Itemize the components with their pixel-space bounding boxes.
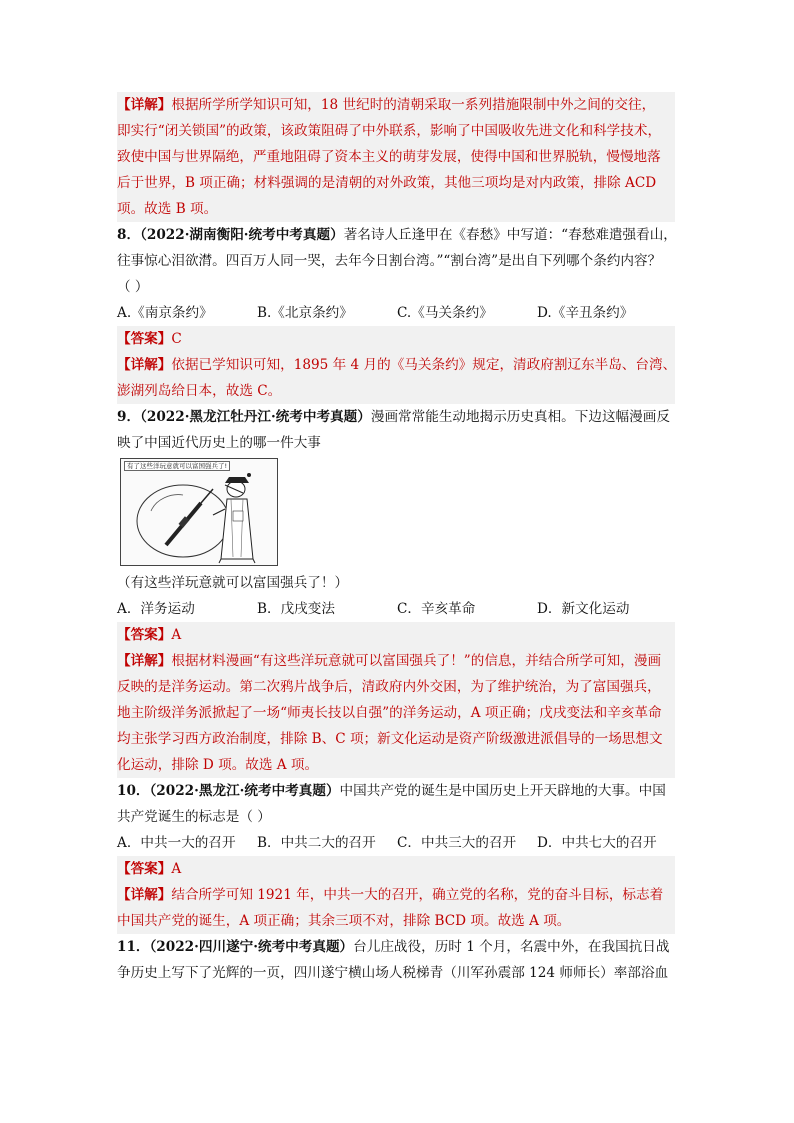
cartoon-image (120, 458, 278, 566)
option-b: B.《北京条约》 (257, 305, 353, 321)
q8-stem-line-2: 往事惊心泪欲潸。四百万人同一哭，去年今日割台湾。”“割台湾”是出自下列哪个条约内容？ (117, 253, 662, 269)
q10-stem-line-1: 10．（2022·黑龙江·统考中考真题）中国共产党的诞生是中国历史上开天辟地的大事。中国 (117, 783, 666, 799)
question-source: （2022·黑龙江·统考中考真题） (149, 783, 340, 799)
q9-detail-line-2: 反映的是洋务运动。第二次鸦片战争后，清政府内外交困，为了维护统治，为了富国强兵， (117, 679, 661, 695)
option-a: A．洋务运动 (117, 601, 195, 617)
option-b: B．中共二大的召开 (257, 835, 376, 851)
q7-detail-line-2: 即实行“闭关锁国”的政策，该政策阻碍了中外联系，影响了中国吸收先进文化和科学技术， (117, 123, 662, 139)
option-c: C．辛亥革命 (397, 601, 476, 617)
option-a: A.《南京条约》 (117, 305, 213, 321)
q10-answer: 【答案】A (117, 861, 182, 877)
q9-answer-block (117, 622, 675, 778)
q9-detail-line-5: 化运动，排除 D 项。故选 A 项。 (117, 757, 319, 773)
q8-detail-line-1: 【详解】依据已学知识可知，1895 年 4 月的《马关条约》规定，清政府割辽东半岛、台湾、 (117, 357, 677, 373)
q11-stem-line-2: 争历史上写下了光辉的一页，四川遂宁横山场人税梯青（川军孙震部 124 师师长）率部浴血 (117, 965, 669, 981)
q8-stem-line-1: 8．（2022·湖南衡阳·统考中考真题）著名诗人丘逢甲在《春愁》中写道：“春愁难遣强看山， (117, 227, 677, 243)
question-number: 11． (117, 939, 150, 955)
option-c: C．中共三大的召开 (397, 835, 517, 851)
q7-detail-line-1: 【详解】根据所学所学知识可知，18 世纪时的清朝采取一系列措施限制中外之间的交往， (117, 97, 656, 113)
q9-caption: （有这些洋玩意就可以富国强兵了！） (117, 575, 349, 591)
q9-stem-line-2: 映了中国近代历史上的哪一件大事 (117, 435, 321, 451)
q9-options (117, 596, 675, 622)
q8-options (117, 300, 675, 326)
q9-detail-line-3: 地主阶级洋务派掀起了一场“师夷长技以自强”的洋务运动，A 项正确；戊戌变法和辛亥革命 (117, 705, 662, 721)
option-d: D．新文化运动 (537, 601, 630, 617)
q10-stem-line-2: 共产党诞生的标志是（ ） (117, 809, 271, 825)
option-c: C.《马关条约》 (397, 305, 493, 321)
question-8 (117, 222, 675, 404)
q9-detail-line-4: 均主张学习西方政治制度，排除 B、C 项；新文化运动是资产阶级激进派倡导的一场思想文 (117, 731, 663, 747)
q11-stem-line-1: 11．（2022·四川遂宁·统考中考真题）台儿庄战役，历时 1 个月，名震中外，在我国抗日战 (117, 939, 670, 955)
q9-stem-line-1: 9．（2022·黑龙江牡丹江·统考中考真题）漫画常常能生动地揭示历史真相。下边这幅漫画反 (117, 409, 670, 425)
option-b: B．戊戌变法 (257, 601, 335, 617)
q7-detail-line-5: 项。故选 B 项。 (117, 201, 218, 217)
question-number: 8． (117, 227, 141, 243)
q9-detail-line-1: 【详解】根据材料漫画“有这些洋玩意就可以富国强兵了！”的信息，并结合所学可知，漫画 (117, 653, 662, 669)
question-11 (117, 934, 675, 986)
document-page (117, 92, 675, 986)
option-d: D．中共七大的召开 (537, 835, 657, 851)
question-10 (117, 778, 675, 934)
question-source: （2022·黑龙江牡丹江·统考中考真题） (140, 409, 371, 425)
detail-label: 【详解】 (117, 97, 172, 113)
option-a: A．中共一大的召开 (117, 835, 236, 851)
question-number: 9． (117, 409, 141, 425)
question-number: 10． (117, 783, 150, 799)
q8-answer: 【答案】C (117, 331, 182, 347)
option-d: D.《辛丑条约》 (537, 305, 634, 321)
q9-answer: 【答案】A (117, 627, 182, 643)
q7-detail-line-3: 致使中国与世界隔绝，严重地阻碍了资本主义的萌芽发展，使得中国和世界脱轨，慢慢地落 (117, 149, 661, 165)
q8-detail-line-2: 澎湖列岛给日本，故选 C。 (117, 383, 282, 399)
q10-options (117, 830, 675, 856)
q7-detail-line-4: 后于世界，B 项正确；材料强调的是清朝的对外政策，其他三项均是对内政策，排除 ACD (117, 175, 657, 191)
q10-detail-line-1: 【详解】结合所学可知 1921 年，中共一大的召开，确立党的名称，党的奋斗目标，标志着 (117, 887, 664, 903)
cartoon-caption: 有了这些洋玩意就可以富国强兵了! (124, 461, 230, 471)
question-9 (117, 404, 675, 778)
question-source: （2022·湖南衡阳·统考中考真题） (140, 227, 344, 243)
q8-stem-line-3: （ ） (117, 279, 149, 295)
q10-detail-line-2: 中国共产党的诞生，A 项正确；其余三项不对，排除 BCD 项。故选 A 项。 (117, 913, 571, 929)
cartoon-drawing (121, 459, 278, 566)
question-source: （2022·四川遂宁·统考中考真题） (149, 939, 354, 955)
q7-detail-block (117, 92, 675, 222)
q10-answer-block (117, 856, 675, 934)
q8-answer-block (117, 326, 675, 404)
